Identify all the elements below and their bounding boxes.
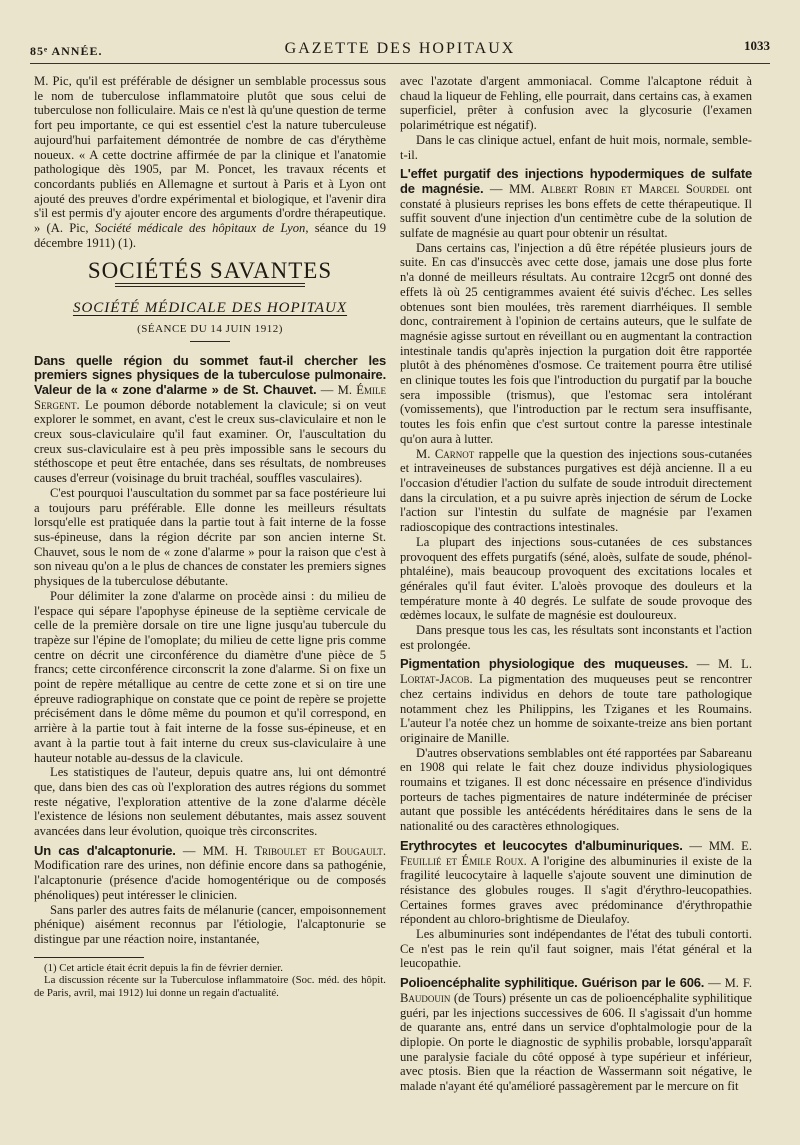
article-polioencephalite: Polioencéphalite syphilitique. Guérison par le 606. — M. F. Baudouin (de Tours) présente un cas de polioencéphalite syphilitique guéri, par les injections successives de 606. Il s'agissait d'un homme de quarante ans, entré dans un service d'ophtalmologie pour de la diplopie. On porte le diagnostic de syphilis probable, lorsqu'apparaît une paralysie faciale du côté opposé à type supérieur et inférieur, avec ptosis. Bien que la réaction de Wassermann soit négative, le malade n'ayant été qu'amélioré passagèrement par le mercure on fit [400,975,752,1094]
article-heading: Un cas d'alcaptonurie. [34,842,176,858]
article-alcaptonurie: Un cas d'alcaptonurie. — MM. H. Triboulet et Bougault. Modification rare des urines, non définie encore dans sa pathogénie, l'alcaptonurie (présence d'acide homogentérique ou de composés phénoliques) peut intéresser le clinicien. [34,842,386,902]
article-author: MM. E. Feuillié et Émile Roux. [400,838,752,868]
article-erythrocytes: Erythrocytes et leucocytes d'albuminuriques. — MM. E. Feuillié et Émile Roux. A l'origine des albuminuries il existe de la fragilité leucocytaire à laquelle s'ajoute souvent une diminution de résistance des globules rouges. Il s'agit d'érythro-leucopathies. Certaines formes graves avec prédominance d'érythropathie répondent au chloro-brightisme de Dieulafoy. [400,837,752,927]
article-text: (de Tours) présente un cas de polioencéphalite syphilitique guéri, par les injections successives de 606. Il s'agissait d'un homme de quarante ans, entré dans un service d'ophtalmologie pour de la diplopie. On porte le diagnostic de syphilis probable, lorsqu'apparaît une paralysie faciale du côté opposé à type supérieur et inférieur, avec ptosis. Bien que la réaction de Wassermann soit négative, le malade n'ayant été qu'amélioré passagèrement par le mercure on fit [400,990,752,1094]
paragraph: Dans certains cas, l'injection a dû être répétée plusieurs jours de suite. En cas d'insuccès avec cette dose, jamais une dose plus forte n'a donné de meilleurs résultats. Au contraire 12cgr5 ont donné des effets là où 25 centigrammes avaient été suivis d'échec. Les selles obtenues sont bien moulées, très rarement diarrhéiques. Il semble donc, contrairement à l'opinion de certains auteurs, que le sulfate de magnésie agisse surtout en réveillant ou en augmentant la contraction intestinale tandis qu'après injection la purgation doit être rapportée plutôt à des phénomènes d'osmose. Ce traitement pourra être utilisé en clinique toutes les fois que l'introduction du purgatif par la bouche sera impossible (trismus), que l'estomac sera intolérant (vomissements), que l'introduction par le rectum sera insuffisante, toutes les fois enfin que c'est surtout contre la paresse intestinale qu'on aura à lutter. [400,240,752,446]
article-heading: Polioencéphalite syphilitique. Guérison par le 606. [400,975,705,991]
article-text: Le poumon déborde notablement la clavicule; si on veut explorer le sommet, en avant, c'est le creux sus-claviculaire et non le creux sous-claviculaire qu'il faut examiner. Or, l'auscultation du creux sus-claviculaire est à peu près impossible sans le secours du stéthoscope et peut être entachée, dans ses résultats, de nombreuses causes d'erreur (voisinage du bruit trachéal, souffles vasculaires). [34,397,386,486]
society-title: SOCIÉTÉ MÉDICALE DES HOPITAUX [72,300,348,317]
journal-title: GAZETTE DES HOPITAUX [284,40,516,57]
section-rule [115,283,305,287]
page-number: 1033 [744,38,770,53]
paragraph: avec l'azotate d'argent ammoniacal. Comme l'alcaptone réduit à chaud la liqueur de Fehling, elle pourrait, dans certains cas, à examen superficiel, prêter à confusion avec la glycosurie (l'examen polarimétrique est négatif). [400,74,752,133]
intro-paragraph [34,74,386,250]
footnote-rule [34,957,144,958]
article-zone-alarme: Dans quelle région du sommet faut-il chercher les premiers signes physiques de la tuberculose pulmonaire. Valeur de la « zone d'alarme » de St. Chauvet. — M. Émile Sergent. Le poumon déborde notablement la clavicule; si on veut explorer le sommet, en avant, c'est le creux sus-claviculaire et non le creux sous-claviculaire qu'il faut examiner. Or, l'auscultation du creux sus-claviculaire est à peu près impossible sans le secours du stéthoscope et peut être entachée, dans ses résultats, de nombreuses causes d'erreur (voisinage du bruit trachéal, souffles vasculaires). [34,352,386,486]
footnotes [34,962,386,1000]
intro-citation: Société médicale des hôpitaux de Lyon [94,221,306,236]
article-text: La pigmentation des muqueuses peut se rencontrer chez certains individus en dehors de toute tare pathologique notamment chez les Philippins, les Tziganes et les Roumains. L'auteur l'a notée chez un homme de soixante-treize ans bien portant originaire de Manille. [400,672,753,745]
paragraph: La plupart des injections sous-cutanées de ces substances provoquent des effets purgatifs (séné, aloès, sulfate de soude, phénol-phtaléine), mais beaucoup provoquent des excitations locales et générales qu'il faut éviter. L'aloès provoque des douleurs et la température monte à 40 degrés. Le sulfate de soude provoque des œdèmes locaux, le sulfate de magnésie est douloureux. [400,534,752,623]
article-author: M. L. Lortat-Jacob. [400,657,752,687]
paragraph: Pour délimiter la zone d'alarme on procède ainsi : du milieu de l'espace qui sépare l'apophyse épineuse de la septième cervicale de celle de la première dorsale on tire une ligne jusqu'au tubercule du trapèze sur l'épine de l'omoplate; du milieu de cette ligne pris comme centre on décrit une circonférence du diamètre d'une pièce de 5 francs; cette circonférence circonscrit la zone d'alarme. Si on fixe un point de repère métallique au centre de cette zone et si on tire une épreuve radiographique on constate que ce point de repère se projette précisément dans le dôme même du poumon et qu'il correspond, en arrière à la partie tout à fait interne de la fosse sus-épineuse, et en avant à la partie tout à fait interne du creux sus-claviculaire à une hauteur notable au-dessus de la clavicule. [34,588,386,765]
seance-date: (SÉANCE DU 14 JUIN 1912) [137,322,283,335]
article-author: M. Émile Sergent. [34,382,386,412]
seance-rule [190,341,230,342]
section-title: SOCIÉTÉS SAVANTES [87,258,333,284]
article-author: MM. Albert Robin et Marcel Sourdel [509,181,730,196]
article-sulfate-magnesie: L'effet purgatif des injections hypodermiques de sulfate de magnésie. — MM. Albert Robin et Marcel Sourdel ont constaté à plusieurs reprises les bons effets de cette thérapeutique. Il suffit souvent d'une injection d'un centimètre cube de la solution de sulfate de magnésie au quart pour obtenir un résultat. [400,166,752,241]
footnote: (1) Cet article était écrit depuis la fin de février dernier. [44,961,283,974]
text: rappelle que la question des injections sous-cutanées et intraveineuses de substances purgatives est déjà ancienne. Il a eu l'occasion d'étudier l'action du sulfate de soude introduit directement dans la circulation, et a pu suivre après injection de sérum de Locke l'action sur l'intestin du sulfate de magnésie par l'examen radioscopique des contractions intestinales. [400,446,752,535]
article-heading: Pigmentation physiologique des muqueuses. [400,656,689,672]
header-rule [30,63,770,64]
page-header [30,38,770,60]
paragraph: D'autres observations semblables ont été rapportées par Sabareanu en 1908 qui relate le fait chez douze individus physiologiques roumains et tziganes. Il est donc nécessaire en présence d'individus porteurs de taches pigmentaires de nature indéterminée de préciser autant que possible les antécédents héréditaires dans le sens de la nationalité ou des caractères ethnologiques. [400,745,752,834]
paragraph: C'est pourquoi l'auscultation du sommet par sa face postérieure lui a toujours paru préférable. Elle donne les meilleurs résultats lorsqu'elle est pratiquée dans la partie tout à fait interne de la fosse sus-épineuse, dans la région décrite par son ancien interne St. Chauvet, sous le nom de « zone d'alarme » pour la raison que c'est à son niveau qu'on a le plus de chances de constater les premiers signes physiques de la tuberculose débutante. [34,485,386,589]
year-label: 85ᵉ ANNÉE. [30,44,103,58]
right-column [400,74,752,1094]
article-heading: Dans quelle région du sommet faut-il chercher les premiers signes physiques de la tuberculose pulmonaire. Valeur de la « zone d'alarme » de St. Chauvet. [34,352,386,397]
article-heading: L'effet purgatif des injections hypodermiques de sulfate de magnésie. [400,166,752,196]
article-pigmentation: Pigmentation physiologique des muqueuses. — M. L. Lortat-Jacob. La pigmentation des muqueuses peut se rencontrer chez certains individus en dehors de toute tare pathologique notamment chez les Philippins, les Tziganes et les Roumains. L'auteur l'a notée chez un homme de soixante-treize ans bien portant originaire de Manille. [400,656,753,745]
article-text: A l'origine des albuminuries il existe de la fragilité leucocytaire à laquelle s'ajoute souvent une diminution de résistance des globules rouges. Il s'agit d'érythro-leucopathies. Certaines formes graves avec prédominance d'érythropathie répondent au chloro-brightisme de Dieulafoy. [400,853,752,927]
intro-citation-date: , séance du 19 décembre 1911) (1). [34,221,386,250]
article-text: ont constaté à plusieurs reprises les bons effets de cette thérapeutique. Il suffit souvent d'une injection d'un centimètre cube de la solution de sulfate de magnésie au quart pour obtenir un résultat. [400,181,752,241]
paragraph [400,447,752,535]
article-author: M. F. Baudouin [400,976,752,1005]
paragraph: Dans presque tous les cas, les résultats sont inconstants et l'action est prolongée. [400,623,752,652]
paragraph: Les statistiques de l'auteur, depuis quatre ans, lui ont démontré que, dans bien des cas où l'exploration des autres régions du sommet reste négative, l'exploration attentive de la zone d'alarme décèle l'existence de lésions non seulement débutantes, mais assez souvent avancées dans leur évolution, quoique très circonscrites. [34,765,386,839]
paragraph: Dans le cas clinique actuel, enfant de huit mois, normale, semble-t-il. [400,132,752,162]
article-author: MM. H. Triboulet et Bougault. [202,843,386,858]
article-text: Modification rare des urines, non définie encore dans sa pathogénie, l'alcaptonurie (présence d'acide homogentérique ou de composés phénoliques) peut intéresser le clinicien. [34,858,386,902]
paragraph: Sans parler des autres faits de mélanurie (cancer, empoisonnement phénique) aisément reconnus par l'étiologie, l'alcaptonurie se distingue par une réaction noire, instantanée, [34,902,386,946]
paragraph: Les albuminuries sont indépendantes de l'état des tubuli contorti. Ce n'est pas le rein qu'il faut soigner, mais l'état général et la leucopathie. [400,927,752,971]
author-name: Carnot [434,446,475,461]
intro-text: M. Pic, qu'il est préférable de désigner un semblable processus sous le nom de tuberculose inflammatoire plutôt que sous celui de tuberculose non folliculaire. Mais ce n'est là qu'une question de terme fort peu importante, ce qui est essentiel c'est la nature tuberculeuse aujourd'hui parfaitement démontrée de nombre de cas d'érythème noueux. « A cette doctrine affirmée de par la clinique et l'anatomie pathologique dès 1905, par M. Poncet, les travaux récents et concordants publiés en Allemagne et surtout à Paris et à Lyon ont ajouté des preuves d'ordre expérimental et biologique, et l'avenir dira s'il est permis d'y ajouter encore des arguments d'ordre thérapeutique. » (A. Pic, [34,74,386,236]
footnote: La discussion récente sur la Tuberculose inflammatoire (Soc. méd. des hôpit. de Paris, avril, mai 1912) lui donne un regain d'actualité. [34,974,386,999]
article-heading: Erythrocytes et leucocytes d'albuminuriques. [400,837,683,853]
left-column [34,74,386,999]
text: M. [416,446,435,461]
